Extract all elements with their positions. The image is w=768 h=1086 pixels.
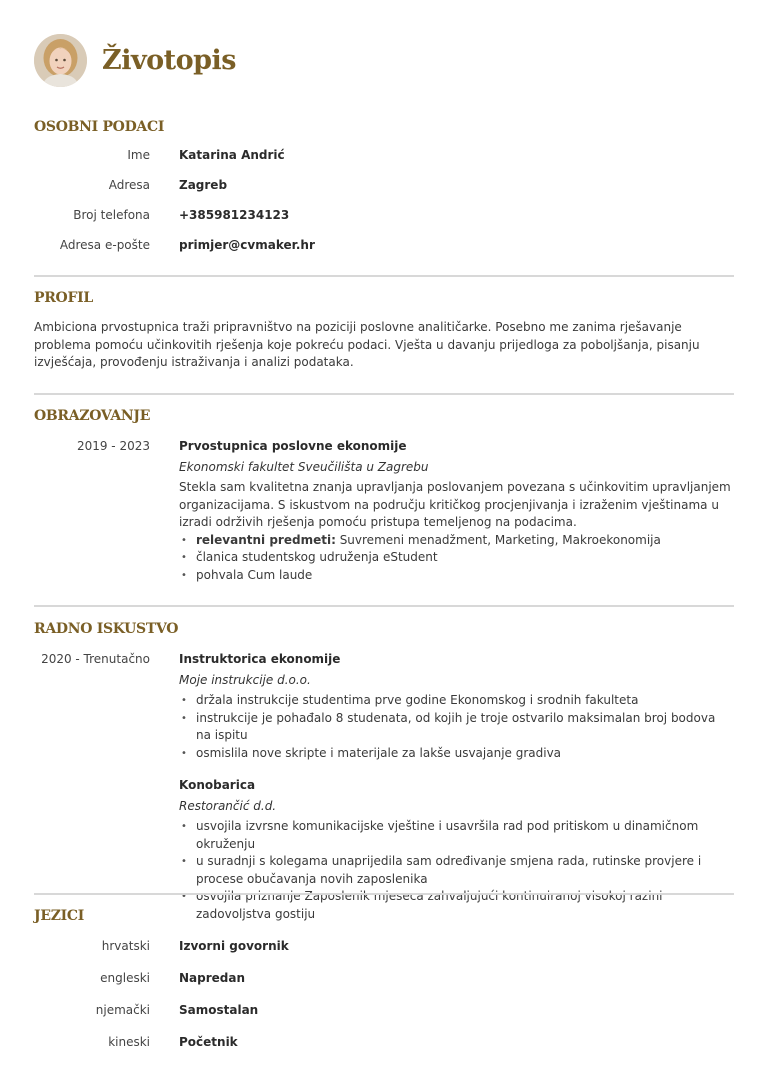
bullet-bold: relevantni predmeti:: [196, 532, 336, 547]
personal-row-address: [34, 176, 734, 206]
list-item: • pohvala Cum laude: [179, 567, 734, 585]
entry-title: Prvostupnica poslovne ekonomije: [179, 439, 407, 453]
list-item: • usvojila izvrsne komunikacijske vještine i usavršila rad pod pritiskom u dinamičnom okruženju: [179, 818, 734, 853]
entry-description: Stekla sam kvalitetna znanja upravljanja poslovanjem povezana s učinkovitim upravljanjem organizacijama. S iskustvom na području kritičkog procjenjivanja i izraženim vještinama u izradi održivih rješenja pomoću pristupa temeljenog na podacima.: [179, 480, 731, 529]
entry-bullets: [179, 532, 734, 585]
row-value: Katarina Andrić: [179, 148, 285, 162]
entry-content: [179, 437, 734, 584]
row-label: Ime: [127, 148, 150, 162]
language-level: Izvorni govornik: [179, 939, 289, 953]
list-item: • osmislila nove skripte i materijale za lakše usvajanje gradiva: [179, 745, 734, 763]
row-label: Adresa e-pošte: [59, 238, 150, 252]
entry-organization: Restorančić d.d.: [179, 799, 277, 813]
section-heading-work: RADNO ISKUSTVO: [34, 621, 179, 637]
language-name: hrvatski: [101, 939, 150, 953]
language-row: [34, 937, 734, 969]
entry-date: 2020 - Trenutačno: [41, 652, 150, 666]
section-heading-profile: PROFIL: [34, 290, 93, 306]
language-row: [34, 969, 734, 1001]
personal-row-phone: [34, 206, 734, 236]
entry-content: [179, 776, 734, 923]
language-name: njemački: [95, 1003, 150, 1017]
entry-date: [34, 776, 150, 923]
entry-title: Konobarica: [179, 778, 256, 792]
languages-section: [34, 908, 734, 1065]
section-divider: [34, 393, 734, 395]
language-row: [34, 1001, 734, 1033]
list-item: • članica studentskog udruženja eStudent: [179, 549, 734, 567]
entry-organization: Ekonomski fakultet Sveučilišta u Zagrebu: [179, 460, 429, 474]
cv-header: [34, 34, 236, 87]
list-item: • držala instrukcije studentima prve godine Ekonomskog i srodnih fakulteta: [179, 692, 734, 710]
language-level: Samostalan: [179, 1003, 259, 1017]
list-item: • u suradnji s kolegama unaprijedila sam određivanje smjena rada, rutinske provjere i procese obučavanja novih zaposlenika: [179, 853, 734, 888]
row-label: Adresa: [108, 178, 150, 192]
work-section: [34, 621, 734, 923]
entry-bullets: [179, 692, 734, 762]
personal-section: [34, 119, 734, 266]
work-entry: [34, 776, 734, 923]
list-item: [179, 532, 734, 550]
profile-photo-icon: [34, 34, 87, 87]
section-divider: [34, 893, 734, 895]
list-item: • osvojila priznanje Zaposlenik mjeseca zahvaljujući kontinuiranoj visokoj razini zadovoljstva gostiju: [179, 888, 734, 923]
avatar: [34, 34, 87, 87]
education-section: [34, 408, 734, 584]
language-level: Početnik: [179, 1035, 238, 1049]
education-entry: [34, 437, 734, 584]
language-name: kineski: [108, 1035, 150, 1049]
profile-section: [34, 290, 734, 372]
section-heading-languages: JEZICI: [34, 908, 84, 924]
personal-row-name: [34, 146, 734, 176]
section-divider: [34, 275, 734, 277]
profile-text: Ambiciona prvostupnica traži pripravništvo na poziciji poslovne analitičarke. Posebno me zanima rješavanje problema pomoću učinkovitih rješenja koje pokreću podaci. Vješta u davanju prijedloga za poboljšanja, pisanju izvješćaja, provođenju istraživanja i analizi podataka.: [34, 320, 700, 369]
row-value: Zagreb: [179, 178, 228, 192]
section-heading-personal: OSOBNI PODACI: [34, 119, 165, 135]
language-name: engleski: [100, 971, 150, 985]
row-value: +385981234123: [179, 208, 290, 222]
entry-organization: Moje instrukcije d.o.o.: [179, 673, 311, 687]
language-level: Napredan: [179, 971, 246, 985]
work-entry: [34, 650, 734, 762]
bullet-text: Suvremeni menadžment, Marketing, Makroekonomija: [335, 532, 661, 547]
section-divider: [34, 605, 734, 607]
entry-title: Instruktorica ekonomije: [179, 652, 341, 666]
language-row: [34, 1033, 734, 1065]
entry-content: [179, 650, 734, 762]
personal-row-email: [34, 236, 734, 266]
row-label: Broj telefona: [73, 208, 150, 222]
row-value: primjer@cvmaker.hr: [179, 238, 315, 252]
section-heading-education: OBRAZOVANJE: [34, 408, 151, 424]
list-item: • instrukcije je pohađalo 8 studenata, od kojih je troje ostvarilo maksimalan broj bodova na ispitu: [179, 710, 734, 745]
page-title: Životopis: [102, 45, 236, 76]
entry-date: 2019 - 2023: [76, 439, 150, 453]
